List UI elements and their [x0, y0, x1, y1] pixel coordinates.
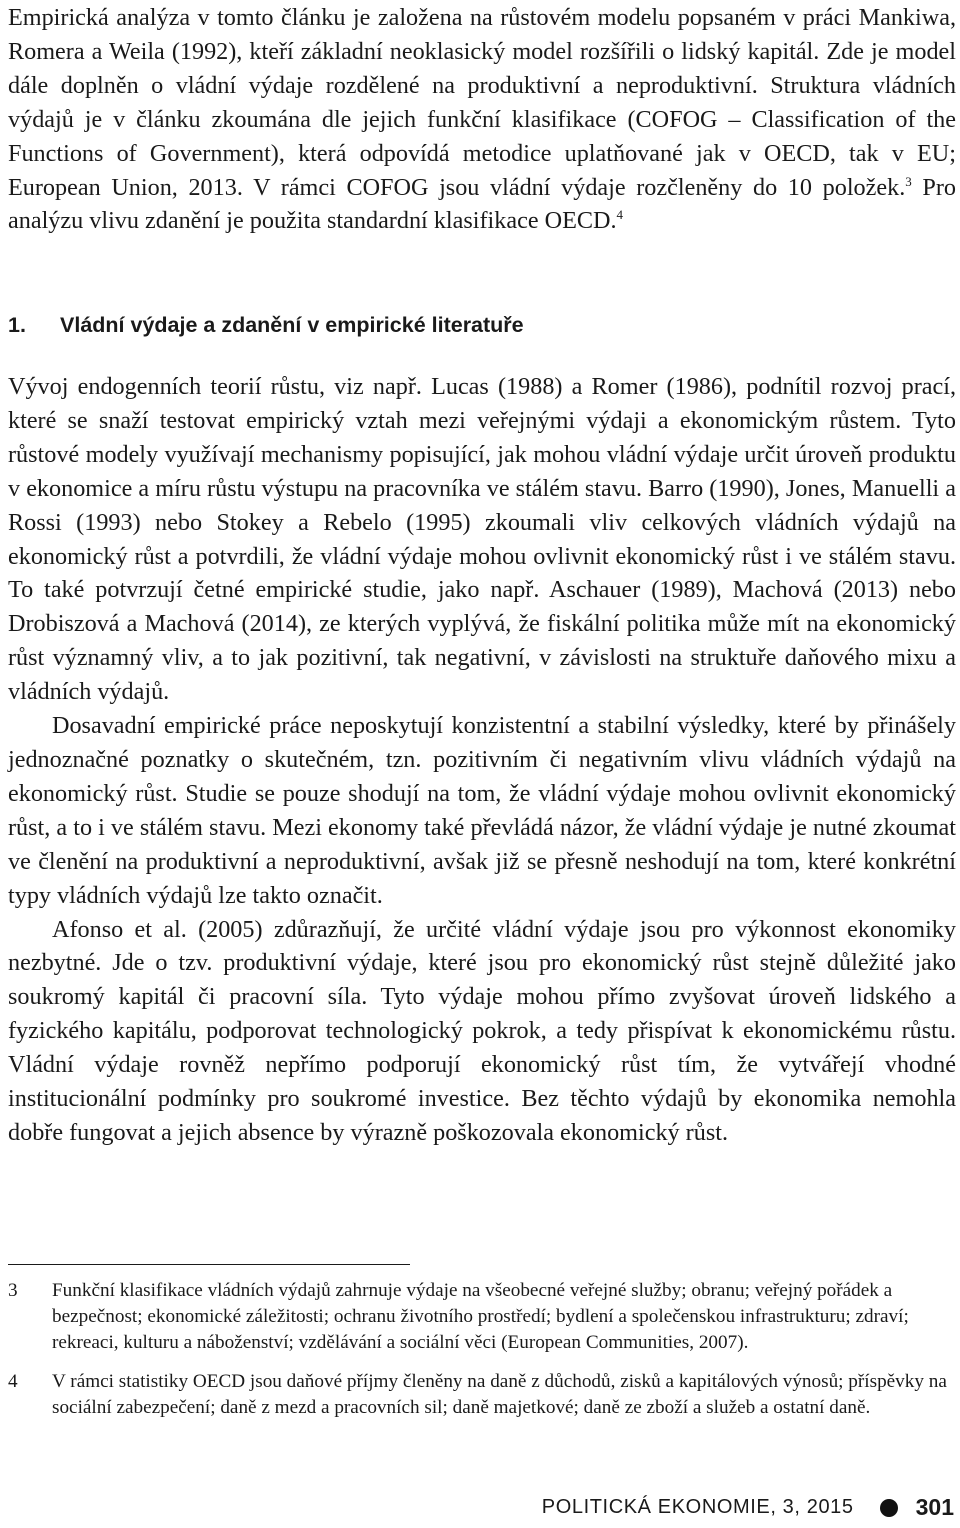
page-number: 301 — [915, 1494, 954, 1520]
footnote-ref-4[interactable]: 4 — [616, 207, 624, 223]
footnotes — [8, 1278, 956, 1433]
footnote-number: 4 — [8, 1370, 18, 1392]
footnote-divider — [8, 1264, 410, 1265]
footnote-ref-3[interactable]: 3 — [905, 173, 912, 189]
footnote-3 — [8, 1278, 956, 1357]
footnote-4 — [8, 1369, 956, 1421]
section-number: 1. — [8, 313, 26, 337]
section-body — [8, 370, 956, 1150]
section-title: Vládní výdaje a zdanění v empirické literatuře — [60, 313, 524, 337]
footnote-number: 3 — [8, 1280, 18, 1301]
section-heading — [8, 310, 956, 340]
intro-text-continued: Pro analýzu vlivu zdanění je použita standardní klasifikace OECD. — [8, 173, 956, 235]
footnote-text: Funkční klasifikace vládních výdajů zahrnuje výdaje na všeobecné veřejné služby; obranu; veřejný pořádek a bezpečnost; ekonomické záležitosti; ochranu životního prostředí; bydlení a společenskou infrastrukturu; zdraví; rekreaci, kulturu a náboženství; vzdělávání a sociální věci (European Communities, 2007). — [52, 1280, 909, 1354]
intro-paragraph — [8, 1, 956, 238]
running-footer — [542, 1494, 954, 1521]
intro-text: Empirická analýza v tomto článku je založena na růstovém modelu popsaném v práci Mankiwa, Romera a Weila (1992), kteří základní neoklasický model rozšířili o lidský kapitál. Zde je model dále doplněn o vládní výdaje rozdělené na produktivní a neproduktivní. Struktura vládních výdajů je v článku zkoumána dle jejich funkční klasifikace (COFOG – Classification of the Functions of Government), která odpovídá metodice uplatňované jak v OECD, tak v EU; European Union, 2013. V rámci COFOG jsou vládní výdaje rozčleněny do 10 položek. — [8, 4, 956, 201]
paragraph-3: Afonso et al. (2005) zdůrazňují, že určité vládní výdaje jsou pro výkonnost ekonomiky nezbytné. Jde o tzv. produktivní výdaje, které jsou pro ekonomický růst stejně důležité jako soukromý kapitál či pracovní síla. Tyto výdaje mohou přímo zvyšovat úroveň lidského a fyzického kapitálu, podporovat technologický pokrok, a tedy přispívat k ekonomickému růstu. Vládní výdaje rovněž nepřímo podporují ekonomický růst tím, že vytvářejí vhodné institucionální podmínky pro soukromé investice. Bez těchto výdajů by ekonomika nemohla dobře fungovat a jejich absence by výrazně poškozovala ekonomický růst. — [8, 915, 956, 1146]
paragraph-1: Vývoj endogenních teorií růstu, viz např. Lucas (1988) a Romer (1986), podnítil rozvoj prací, které se snaží testovat empirický vztah mezi veřejnými výdaji a ekonomickým růstem. Tyto růstové modely využívají mechanismy popisující, jak mohou vládní výdaje určit úroveň produktu v ekonomice a míru růstu výstupu na pracovníka ve stálém stavu. Barro (1990), Jones, Manuelli a Rossi (1993) nebo Stokey a Rebelo (1995) zkoumali vliv celkových vládních výdajů na ekonomický růst a potvrdili, že vládní výdaje mohou ovlivnit ekonomický růst i ve stálém stavu. To také potvrzují četné empirické studie, jako např. Aschauer (1989), Machová (2013) nebo Drobiszová a Machová (2014), ze kterých vyplývá, že fiskální politika může mít na ekonomický růst významný vliv, a to jak pozitivní, tak negativní, v závislosti na struktuře daňového mixu a vládních výdajů. — [8, 373, 956, 706]
paragraph-2: Dosavadní empirické práce neposkytují konzistentní a stabilní výsledky, které by přinášely jednoznačné poznatky o skutečném, tzn. pozitivním či negativním vlivu vládních výdajů na ekonomický růst. Studie se pouze shodují na tom, že vládní výdaje mohou ovlivnit ekonomický růst, a to i ve stálém stavu. Mezi ekonomy také převládá názor, že vládní výdaje je nutné zkoumat ve členění na produktivní a neproduktivní, avšak již se přesně neshodují na tom, které konkrétní typy vládních výdajů lze takto označit. — [8, 712, 956, 909]
footnote-text: V rámci statistiky OECD jsou daňové příjmy členěny na daně z důchodů, zisků a kapitálových výnosů; příspěvky na sociální zabezpečení; daně z mezd a pracovních sil; daně majetkové; daně ze zboží a služeb a ostatní daně. — [52, 1370, 947, 1418]
bullet-icon — [880, 1499, 898, 1517]
journal-name: POLITICKÁ EKONOMIE, 3, 2015 — [541, 1496, 854, 1518]
